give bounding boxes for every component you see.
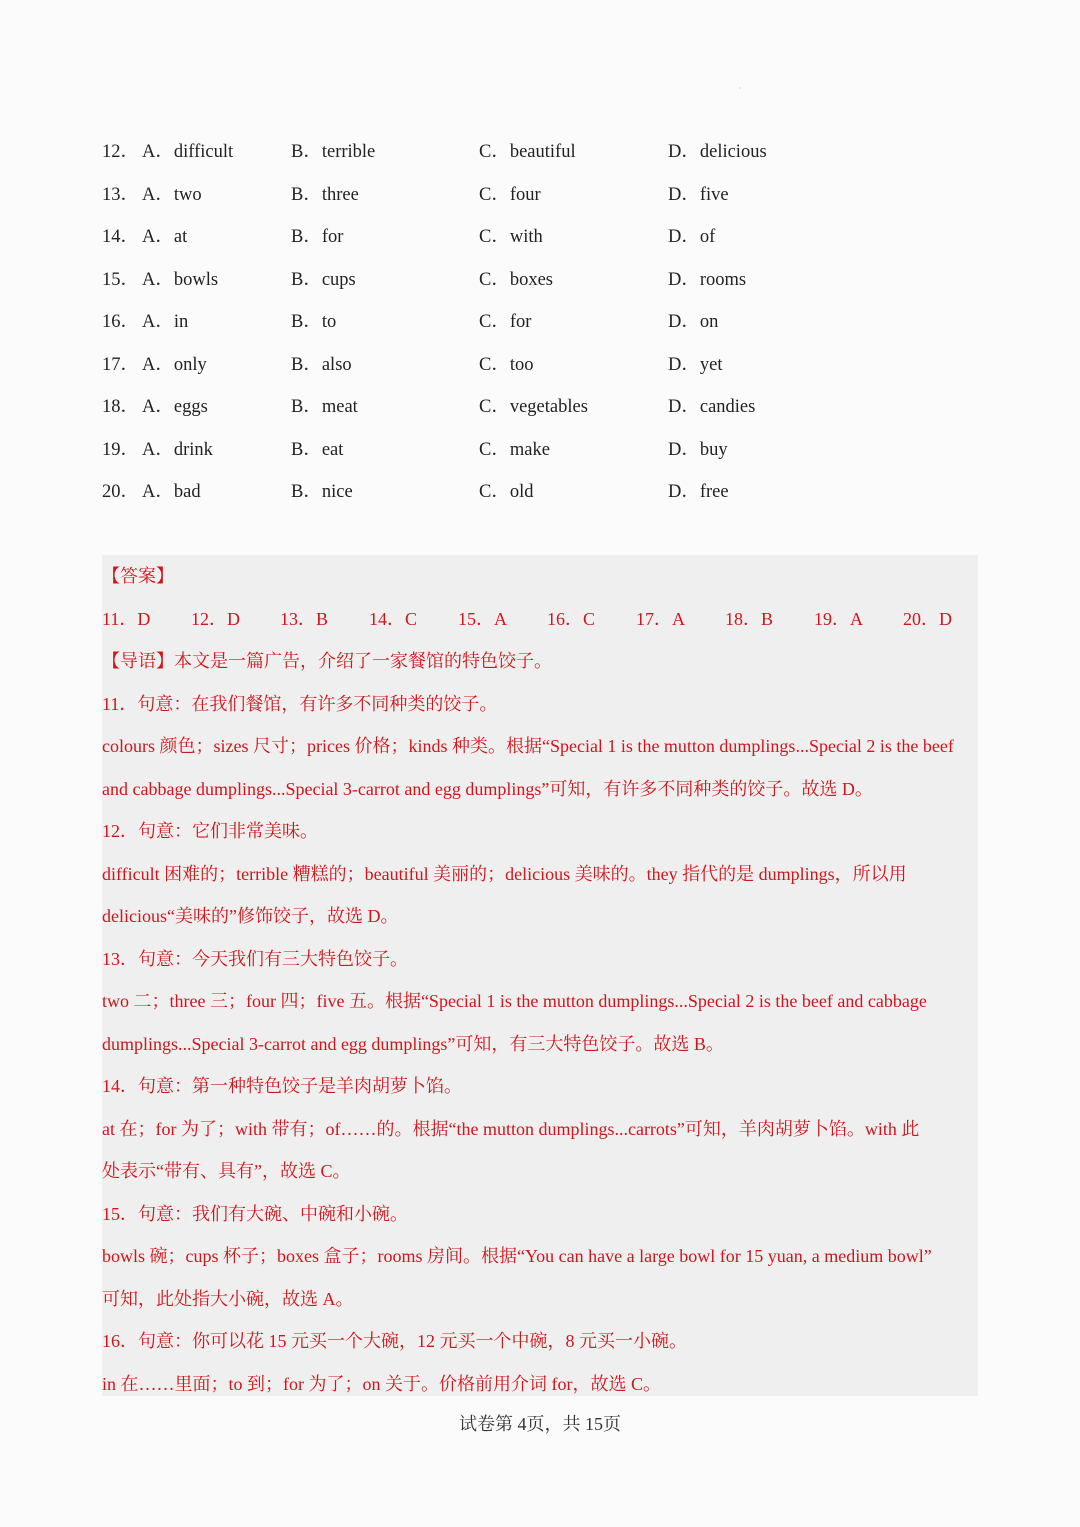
- option-a: A．eggs: [142, 397, 208, 417]
- answer-key: 18．B: [725, 608, 774, 629]
- option-c: C．with: [479, 227, 543, 247]
- option-c: C．four: [479, 184, 541, 205]
- option-c: C．beautiful: [479, 142, 576, 162]
- option-d: D．on: [668, 312, 719, 332]
- option-d: D．free: [668, 482, 729, 502]
- explanation-line: 11．句意：在我们餐馆，有许多不同种类的饺子。: [102, 693, 498, 714]
- option-row: [102, 301, 982, 344]
- option-d: D．buy: [668, 439, 728, 460]
- option-b: B．eat: [291, 439, 344, 460]
- explanation-line: 16．句意：你可以花 15 元买一个大碗，12 元买一个中碗，8 元买一小碗。: [102, 1331, 687, 1351]
- option-d: D．delicious: [668, 142, 767, 162]
- option-c: C．too: [479, 354, 534, 375]
- explanation-line: difficult 困难的；terrible 糟糕的；beautiful 美丽的；delicious 美味的。they 指代的是 dumplings，所以用: [102, 863, 907, 884]
- option-c: C．make: [479, 439, 550, 460]
- option-a: A．only: [142, 354, 207, 375]
- question-number: 16．: [102, 312, 140, 332]
- answer-section: [102, 555, 978, 1396]
- option-row: [102, 386, 982, 429]
- explanation-line: colours 颜色；sizes 尺寸；prices 价格；kinds 种类。根据“Special 1 is the mutton dumplings...Special 2 is the beef: [102, 736, 954, 756]
- options-list: [102, 131, 982, 514]
- answer-key: 17．A: [636, 608, 685, 629]
- answer-keys: [102, 598, 978, 641]
- question-number: 20．: [102, 482, 140, 502]
- explanation-line: in 在……里面；to 到；for 为了；on 关于。价格前用介词 for，故选 C。: [102, 1373, 661, 1394]
- answer-key: 12．D: [191, 608, 240, 629]
- explanation-line: 【导语】本文是一篇广告，介绍了一家餐馆的特色饺子。: [102, 651, 552, 671]
- option-a: A．bowls: [142, 269, 219, 290]
- page-mark: ·: [739, 84, 742, 93]
- explanation-line: 可知，此处指大小碗，故选 A。: [102, 1288, 354, 1309]
- question-number: 15．: [102, 269, 140, 290]
- option-b: B．cups: [291, 269, 356, 290]
- option-b: B．nice: [291, 482, 353, 502]
- option-d: D．of: [668, 227, 716, 247]
- option-row: [102, 429, 982, 472]
- option-b: B．three: [291, 184, 359, 205]
- explanation-line: and cabbage dumplings...Special 3-carrot and egg dumplings”可知，有许多不同种类的饺子。故选 D。: [102, 778, 873, 799]
- answer-content: [102, 555, 978, 1405]
- question-number: 13．: [102, 184, 140, 205]
- option-c: C．old: [479, 482, 534, 502]
- answer-key: 20．D: [903, 608, 952, 629]
- explanation-line: 12．句意：它们非常美味。: [102, 821, 318, 841]
- option-b: B．terrible: [291, 142, 376, 162]
- option-row: [102, 344, 982, 387]
- explanation-line: two 二；three 三；four 四；five 五。根据“Special 1 is the mutton dumplings...Special 2 is the beef and cabbage: [102, 991, 927, 1011]
- option-c: C．boxes: [479, 269, 554, 290]
- option-a: A．in: [142, 312, 189, 332]
- question-number: 18．: [102, 397, 140, 417]
- answer-key: 19．A: [814, 608, 863, 629]
- option-row: [102, 259, 982, 302]
- option-d: D．candies: [668, 397, 756, 417]
- option-a: A．drink: [142, 439, 213, 460]
- option-b: B．meat: [291, 397, 358, 417]
- explanation-line: dumplings...Special 3-carrot and egg dumplings”可知，有三大特色饺子。故选 B。: [102, 1033, 724, 1054]
- option-row: [102, 216, 982, 259]
- explanation-line: delicious“美味的”修饰饺子，故选 D。: [102, 906, 399, 926]
- page-footer: 试卷第 4页，共 15页: [459, 1414, 621, 1434]
- explanation-line: bowls 碗；cups 杯子；boxes 盒子；rooms 房间。根据“You can have a large bowl for 15 yuan, a medium bowl”: [102, 1246, 932, 1266]
- option-a: A．at: [142, 227, 188, 247]
- option-c: C．vegetables: [479, 397, 588, 417]
- option-row: [102, 131, 982, 174]
- option-row: [102, 174, 982, 217]
- answer-key: 16．C: [547, 608, 596, 629]
- explanation-line: at 在；for 为了；with 带有；of……的。根据“the mutton dumplings...carrots”可知，羊肉胡萝卜馅。with 此: [102, 1118, 920, 1139]
- option-c: C．for: [479, 312, 532, 332]
- option-row: [102, 471, 982, 514]
- explanation-line: 14．句意：第一种特色饺子是羊肉胡萝卜馅。: [102, 1076, 462, 1096]
- option-a: A．two: [142, 184, 202, 205]
- answer-key: 11．D: [102, 608, 151, 629]
- option-d: D．yet: [668, 354, 723, 375]
- option-b: B．to: [291, 312, 337, 332]
- answer-key: 15．A: [458, 608, 507, 629]
- explanation-line: 处表示“带有、具有”，故选 C。: [102, 1161, 351, 1181]
- question-number: 19．: [102, 439, 140, 460]
- option-d: D．five: [668, 184, 729, 205]
- answer-heading: 【答案】: [102, 566, 174, 586]
- option-a: A．difficult: [142, 142, 234, 162]
- answer-key: 13．B: [280, 608, 329, 629]
- question-number: 12．: [102, 142, 140, 162]
- option-b: B．for: [291, 227, 344, 247]
- explanation-line: 15．句意：我们有大碗、中碗和小碗。: [102, 1203, 408, 1224]
- question-number: 14．: [102, 227, 140, 247]
- answer-key: 14．C: [369, 608, 418, 629]
- explanation-line: 13．句意：今天我们有三大特色饺子。: [102, 948, 408, 969]
- question-number: 17．: [102, 354, 140, 375]
- option-d: D．rooms: [668, 269, 747, 290]
- option-b: B．also: [291, 354, 352, 375]
- option-a: A．bad: [142, 482, 201, 502]
